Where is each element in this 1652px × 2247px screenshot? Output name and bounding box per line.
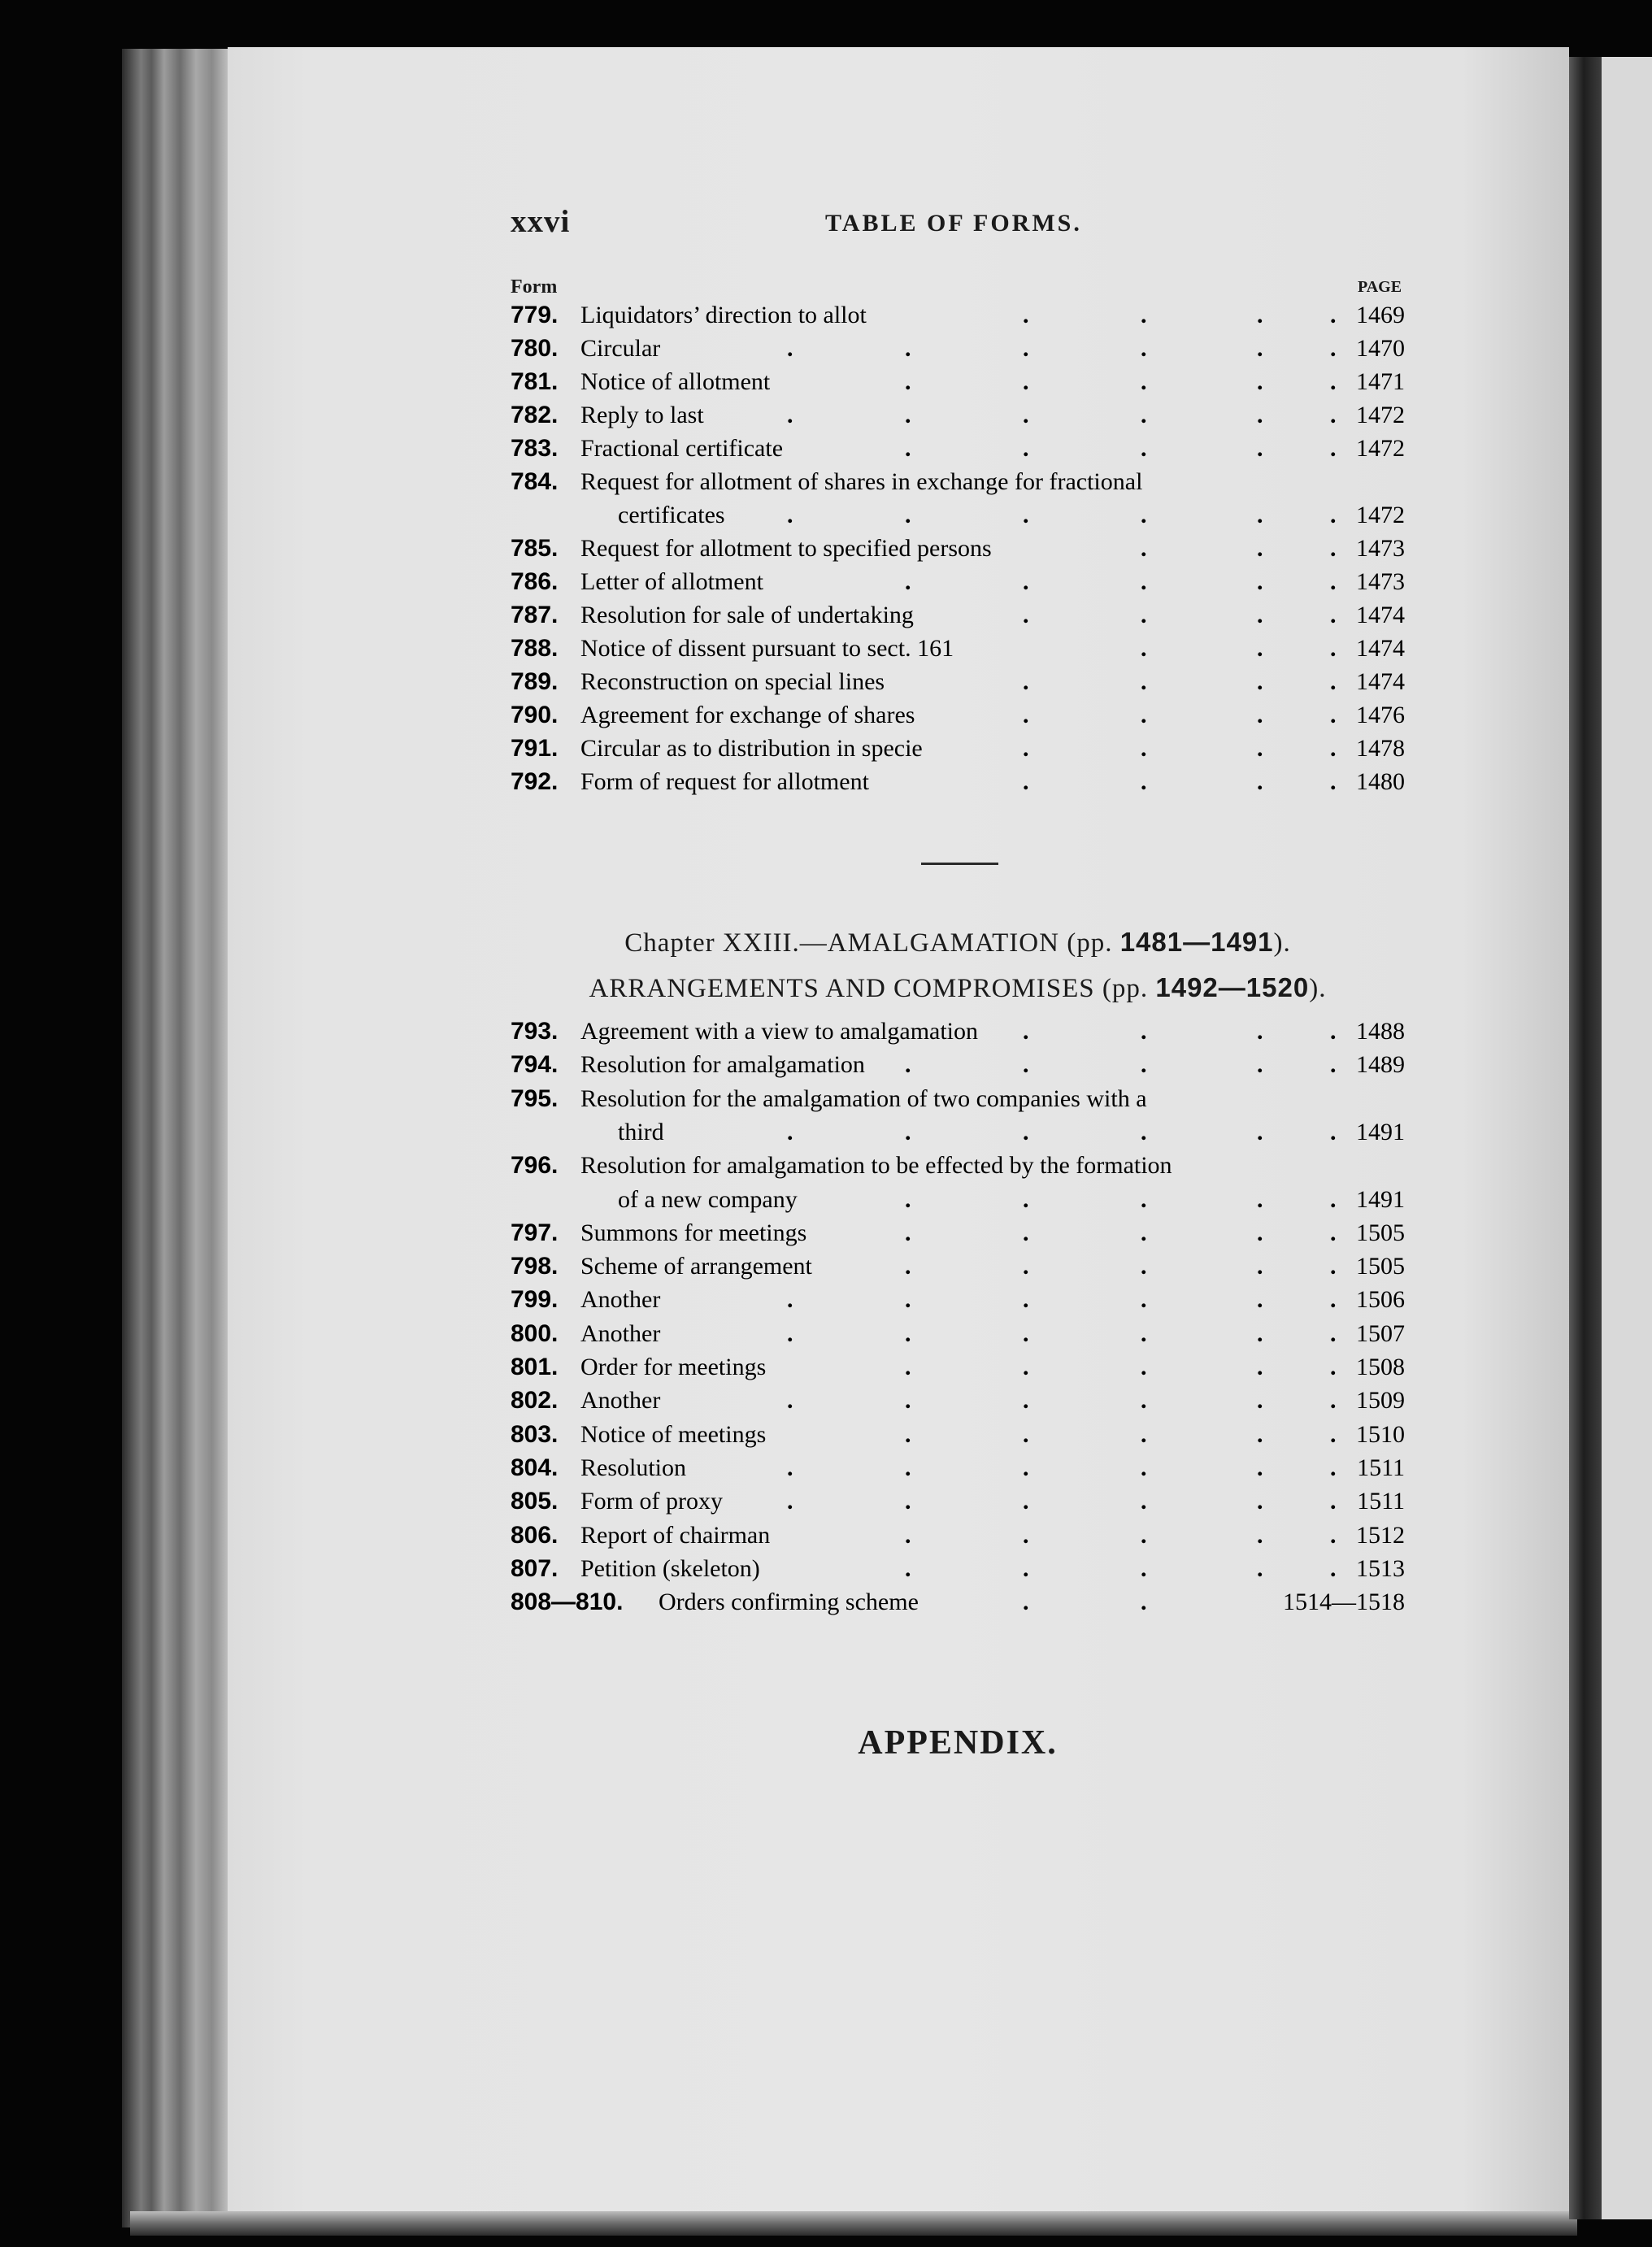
page-reference: 1514—1518 xyxy=(1283,1589,1405,1616)
form-title: Form of proxy xyxy=(580,1488,723,1515)
form-title: Request for allotment to specified persons xyxy=(580,535,992,562)
form-number: 802. xyxy=(511,1387,559,1415)
page-reference: 1471 xyxy=(1356,368,1405,395)
form-number: 787. xyxy=(511,602,559,628)
form-number: 808—810. xyxy=(511,1589,624,1616)
form-title: Circular as to distribution in specie xyxy=(580,735,923,762)
page-reference: 1472 xyxy=(1356,402,1405,428)
toc-row: 786. Letter of allotment . . . . . 1473 xyxy=(511,566,1405,598)
form-title: Order for meetings xyxy=(580,1354,767,1380)
form-number: 800. xyxy=(511,1319,559,1347)
form-title: Form of request for allotment xyxy=(580,768,869,795)
form-number: 805. xyxy=(511,1488,559,1515)
toc-row xyxy=(511,1150,1405,1182)
chapter-heading-text: Chapter XXIII.—AMALGAMATION (pp. xyxy=(624,928,1120,958)
form-number: 798. xyxy=(511,1253,559,1280)
form-title: Agreement for exchange of shares xyxy=(580,702,915,728)
form-title: third xyxy=(618,1118,664,1145)
form-title: Another xyxy=(580,1286,661,1314)
toc-row: 802. Another . . . . . . 1509 xyxy=(511,1384,1405,1417)
form-title: Fractional certificate xyxy=(580,435,784,462)
toc-row: 793. Agreement with a view to amalgamation . . . . 1488 xyxy=(511,1015,1405,1048)
toc-row: 806. Report of chairman . . . . . 1512 xyxy=(511,1519,1405,1552)
form-number: 791. xyxy=(511,735,559,762)
toc-row: 780. Circular . . . . . . 1470 xyxy=(511,332,1405,365)
page-reference: 1472 xyxy=(1356,502,1405,528)
form-number: 781. xyxy=(511,368,559,395)
form-number: 785. xyxy=(511,535,559,562)
form-number: 792. xyxy=(511,768,559,795)
toc-row: 799. Another . . . . . . 1506 xyxy=(511,1284,1405,1316)
page-reference: 1513 xyxy=(1356,1554,1405,1582)
form-number: 784. xyxy=(511,468,559,495)
form-title: Scheme of arrangement xyxy=(580,1253,812,1280)
page-reference: 1488 xyxy=(1356,1018,1405,1045)
book-left-edge xyxy=(122,49,228,2227)
form-title: Reply to last xyxy=(580,402,704,428)
page-reference: 1509 xyxy=(1356,1387,1405,1415)
toc-row: of a new company . . . . . 1491 xyxy=(511,1184,1405,1216)
form-title: Agreement with a view to amalgamation xyxy=(580,1018,979,1045)
form-title: Request for allotment of shares in exchange for fractional xyxy=(580,468,1143,495)
page-reference: 1478 xyxy=(1356,735,1405,762)
form-title: Reconstruction on special lines xyxy=(580,668,885,695)
page-reference: 1474 xyxy=(1356,602,1405,628)
form-title: Liquidators’ direction to allot xyxy=(580,302,867,328)
page-reference: 1480 xyxy=(1356,768,1405,795)
chapter-subheading-page-range: 1492—1520 xyxy=(1155,972,1310,1002)
form-number: 783. xyxy=(511,435,559,462)
form-number: 803. xyxy=(511,1420,559,1448)
toc-row: third . . . . . . 1491 xyxy=(511,1116,1405,1149)
toc-row: 791. Circular as to distribution in specie . . . . 1478 xyxy=(511,732,1405,765)
form-title: Another xyxy=(580,1387,661,1415)
toc-row: 797. Summons for meetings . . . . . 1505 xyxy=(511,1217,1405,1250)
toc-row: 779. Liquidators’ direction to allot . . . . 1469 xyxy=(511,299,1405,332)
page-column-heading: PAGE xyxy=(1358,278,1402,296)
form-column-heading: Form xyxy=(511,276,558,298)
form-number: 790. xyxy=(511,702,559,728)
toc-row: 803. Notice of meetings . . . . . 1510 xyxy=(511,1419,1405,1451)
page-reference: 1474 xyxy=(1356,668,1405,695)
page-reference: 1506 xyxy=(1356,1286,1405,1314)
toc-row: 783. Fractional certificate . . . . . 1472 xyxy=(511,432,1405,465)
toc-row: 801. Order for meetings . . . . . 1508 xyxy=(511,1351,1405,1384)
form-number: 804. xyxy=(511,1454,559,1481)
page-reference: 1511 xyxy=(1357,1488,1405,1515)
form-title: Summons for meetings xyxy=(580,1219,807,1246)
appendix-heading: APPENDIX. xyxy=(858,1724,1058,1762)
toc-row: 781. Notice of allotment . . . . . 1471 xyxy=(511,366,1405,398)
form-number: 799. xyxy=(511,1286,559,1314)
chapter-page-range: 1481—1491 xyxy=(1119,927,1274,957)
book-bottom-edge xyxy=(130,2211,1577,2236)
page-reference: 1476 xyxy=(1356,702,1405,728)
form-number: 796. xyxy=(511,1152,559,1180)
toc-row: 798. Scheme of arrangement . . . . . 1505 xyxy=(511,1250,1405,1283)
chapter-heading-end: ). xyxy=(1273,928,1291,958)
page-reference: 1512 xyxy=(1356,1521,1405,1549)
form-title: Circular xyxy=(580,335,661,362)
chapter-heading xyxy=(511,927,1405,958)
page-reference: 1507 xyxy=(1356,1319,1405,1347)
book-gutter xyxy=(1569,57,1602,2219)
form-number: 801. xyxy=(511,1354,559,1380)
chapter-subheading xyxy=(511,972,1405,1004)
form-title: Letter of allotment xyxy=(580,568,763,595)
form-title: Notice of meetings xyxy=(580,1420,767,1448)
form-title: Resolution for amalgamation to be effected by the formation xyxy=(580,1152,1172,1180)
form-title: Resolution for the amalgamation of two companies with a xyxy=(580,1084,1147,1112)
toc-row: certificates . . . . . . 1472 xyxy=(511,499,1405,532)
page-reference: 1505 xyxy=(1356,1253,1405,1280)
section-divider xyxy=(921,863,998,865)
page-reference: 1491 xyxy=(1356,1185,1405,1213)
form-title: of a new company xyxy=(618,1185,798,1213)
form-title: Resolution xyxy=(580,1454,687,1481)
facing-page-edge xyxy=(1602,57,1652,2219)
form-number: 782. xyxy=(511,402,559,428)
toc-row: 785. Request for allotment to specified persons . . . 1473 xyxy=(511,532,1405,565)
page-reference: 1489 xyxy=(1356,1051,1405,1079)
toc-row: 788. Notice of dissent pursuant to sect. 161 . . . 1474 xyxy=(511,632,1405,665)
page-reference: 1508 xyxy=(1356,1354,1405,1380)
form-title: Another xyxy=(580,1319,661,1347)
toc-row: 789. Reconstruction on special lines . . . . 1474 xyxy=(511,666,1405,698)
toc-row: 794. Resolution for amalgamation . . . . . 1489 xyxy=(511,1049,1405,1081)
page-reference: 1472 xyxy=(1356,435,1405,462)
toc-row: 804. Resolution . . . . . . 1511 xyxy=(511,1452,1405,1484)
form-number: 786. xyxy=(511,568,559,595)
form-number: 789. xyxy=(511,668,559,695)
page-reference: 1510 xyxy=(1356,1420,1405,1448)
page-reference: 1511 xyxy=(1357,1454,1405,1481)
page-number: xxvi xyxy=(511,204,571,239)
toc-row: 800. Another . . . . . . 1507 xyxy=(511,1318,1405,1350)
toc-row: 807. Petition (skeleton) . . . . . 1513 xyxy=(511,1553,1405,1585)
page-reference: 1469 xyxy=(1356,302,1405,328)
form-number: 807. xyxy=(511,1554,559,1582)
chapter-subheading-text: ARRANGEMENTS AND COMPROMISES (pp. xyxy=(589,974,1156,1003)
form-number: 795. xyxy=(511,1084,559,1112)
form-title: Notice of dissent pursuant to sect. 161 xyxy=(580,635,954,662)
form-title: Petition (skeleton) xyxy=(580,1554,760,1582)
form-title: Orders confirming scheme xyxy=(659,1589,919,1616)
form-number: 779. xyxy=(511,302,559,328)
toc-row: 805. Form of proxy . . . . . . 1511 xyxy=(511,1485,1405,1518)
form-title: certificates xyxy=(618,502,725,528)
form-title: Resolution for sale of undertaking xyxy=(580,602,914,628)
page-reference: 1491 xyxy=(1356,1118,1405,1145)
page-reference: 1473 xyxy=(1356,535,1405,562)
toc-row: 792. Form of request for allotment . . . . 1480 xyxy=(511,766,1405,798)
toc-row: 782. Reply to last . . . . . . 1472 xyxy=(511,399,1405,432)
form-number: 794. xyxy=(511,1051,559,1079)
form-number: 797. xyxy=(511,1219,559,1246)
toc-row xyxy=(511,1083,1405,1115)
form-title: Report of chairman xyxy=(580,1521,771,1549)
form-number: 788. xyxy=(511,635,559,662)
page-title: TABLE OF FORMS. xyxy=(825,210,1082,237)
page-reference: 1505 xyxy=(1356,1219,1405,1246)
toc-row: 808—810. Orders confirming scheme . . 1514—1518 xyxy=(511,1586,1405,1619)
form-title: Resolution for amalgamation xyxy=(580,1051,865,1079)
page-reference: 1470 xyxy=(1356,335,1405,362)
chapter-subheading-end: ). xyxy=(1309,974,1327,1003)
form-number: 793. xyxy=(511,1018,559,1045)
form-title: Notice of allotment xyxy=(580,368,771,395)
toc-row: 790. Agreement for exchange of shares . . . . 1476 xyxy=(511,699,1405,732)
page-reference: 1473 xyxy=(1356,568,1405,595)
form-number: 806. xyxy=(511,1521,559,1549)
toc-row: 787. Resolution for sale of undertaking . . . . 1474 xyxy=(511,599,1405,632)
form-number: 780. xyxy=(511,335,559,362)
toc-row xyxy=(511,466,1405,498)
page-reference: 1474 xyxy=(1356,635,1405,662)
